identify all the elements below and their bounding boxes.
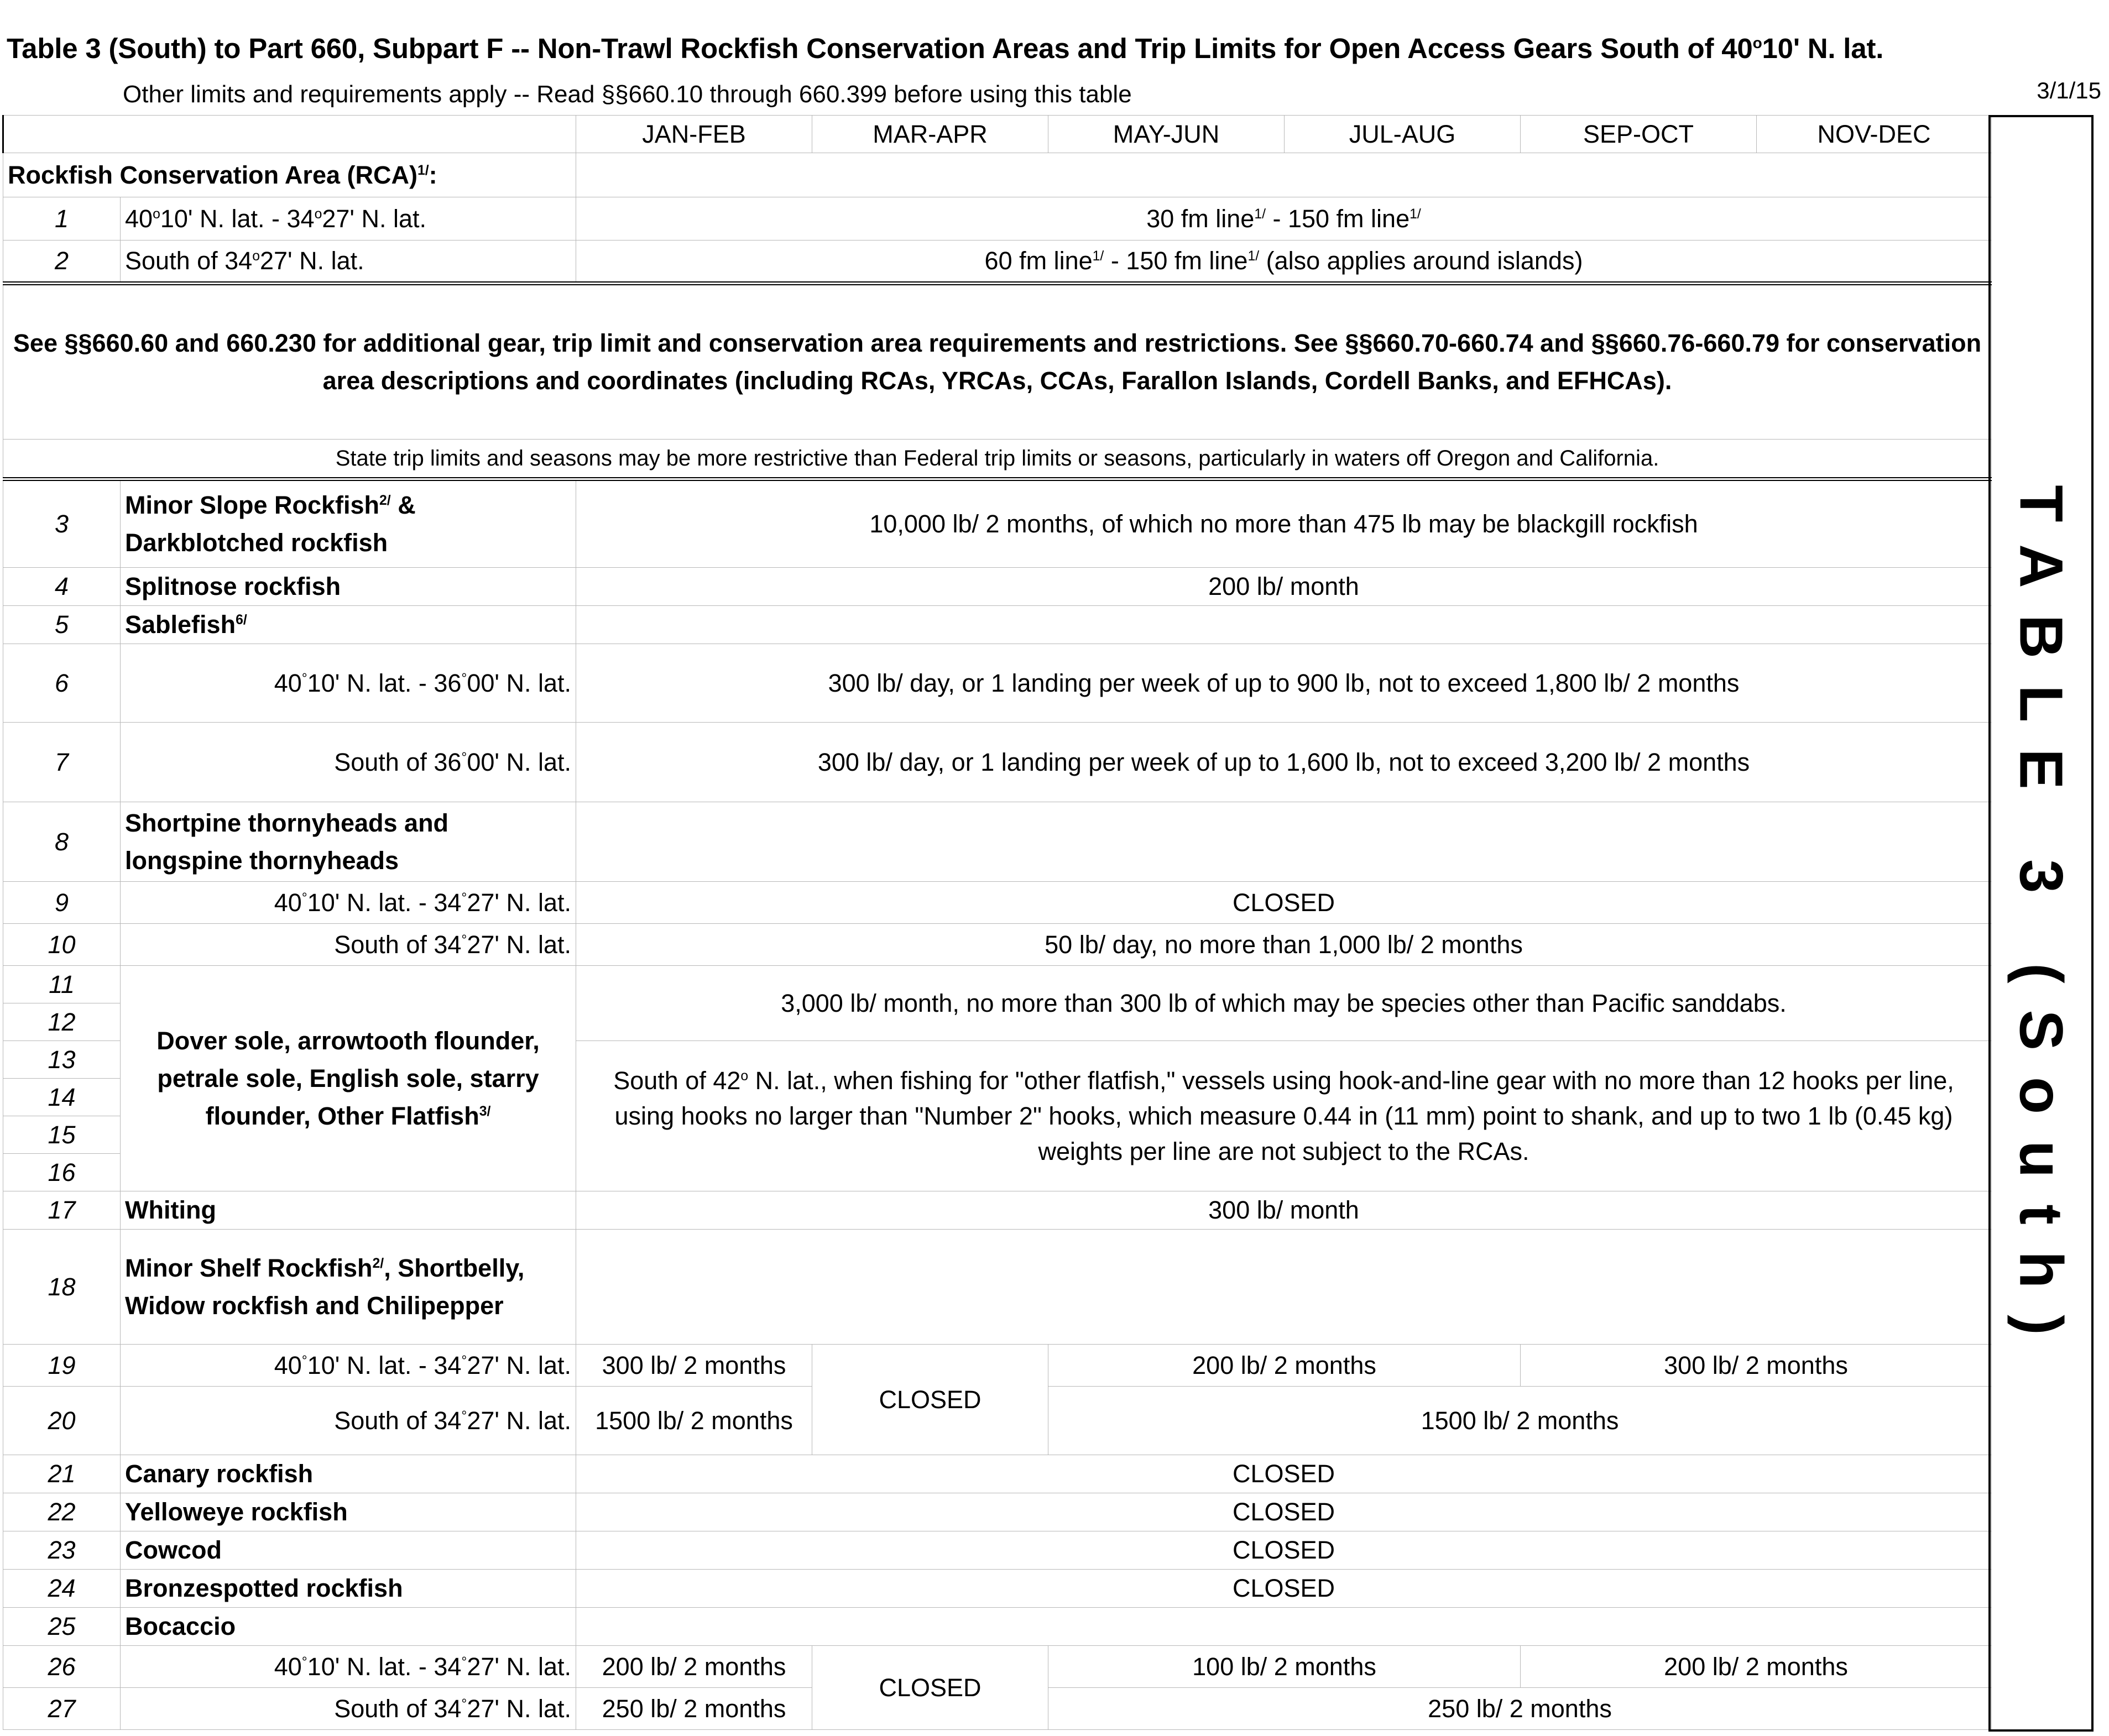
trip-limit-jan-feb: 1500 lb/ 2 months (576, 1387, 812, 1455)
species-name: Bronzespotted rockfish (121, 1570, 576, 1608)
row-number: 2 (3, 240, 121, 284)
page-title (7, 32, 1883, 65)
table-row (3, 1531, 1992, 1570)
area-label: South of 36°00' N. lat. (121, 723, 576, 802)
row-number: 8 (3, 802, 121, 882)
species-name: Yelloweye rockfish (121, 1493, 576, 1531)
trip-limit-may-aug: 100 lb/ 2 months (1048, 1646, 1521, 1688)
row-number: 17 (3, 1191, 121, 1230)
species-name: Canary rockfish (121, 1455, 576, 1493)
trip-limit-sep-dec: 300 lb/ 2 months (1521, 1345, 1992, 1387)
species-name: Sablefish$^{6/}$ (121, 606, 576, 644)
trip-limit: 300 lb/ day, or 1 landing per week of up to 1,600 lb, not to exceed 3,200 lb/ 2 months (576, 723, 1992, 802)
row-number: 25 (3, 1608, 121, 1646)
page-subtitle: Other limits and requirements apply -- Read §§660.10 through 660.399 before using this table (123, 81, 1132, 108)
area-label: 40°10' N. lat. - 34°27' N. lat. (121, 882, 576, 924)
side-label: TABLE 3 (South) (2007, 485, 2075, 1362)
table-row (3, 1230, 1992, 1345)
row-number: 20 (3, 1387, 121, 1455)
row-number: 16 (3, 1154, 121, 1191)
row-number: 9 (3, 882, 121, 924)
table-row (3, 1191, 1992, 1230)
title-degree: o (1752, 34, 1762, 51)
side-label-frame (1988, 115, 2094, 1732)
row-number: 15 (3, 1116, 121, 1154)
trip-limit-blank (576, 1230, 1992, 1345)
species-name: Cowcod (121, 1531, 576, 1570)
gear-note-row (3, 284, 1992, 440)
area-label: South of 34°27' N. lat. (121, 1688, 576, 1730)
trip-limit: CLOSED (576, 1531, 1992, 1570)
row-number: 21 (3, 1455, 121, 1493)
area-label: 40°10' N. lat. - 34°27' N. lat. (121, 1345, 576, 1387)
trip-limit: CLOSED (576, 1493, 1992, 1531)
table-row (3, 924, 1992, 966)
table-row (3, 1455, 1992, 1493)
flatfish-exemption: South of 42$^o$ N. lat., when fishing for "other flatfish," vessels using hook-and-line gear with no more than 12 hooks per line, using hooks no larger than "Number 2" hooks, which measure 0.44 in (11 mm) point to shank, and up to two 1 lb (0.45 kg) weights per line are not subject to the RCAs. (576, 1041, 1992, 1191)
trip-limit-may-dec: 250 lb/ 2 months (1048, 1688, 1992, 1730)
trip-limit: 300 lb/ month (576, 1191, 1992, 1230)
table-row (3, 882, 1992, 924)
rca-heading-text: Rockfish Conservation Area (RCA) (8, 160, 417, 189)
table-row (3, 644, 1992, 723)
species-name: Splitnose rockfish (121, 568, 576, 606)
trip-limit-mar-apr: CLOSED (812, 1345, 1048, 1455)
trip-limit-jan-feb: 250 lb/ 2 months (576, 1688, 812, 1730)
trip-limit: 3,000 lb/ month, no more than 300 lb of which may be species other than Pacific sanddabs. (576, 966, 1992, 1041)
row-number: 4 (3, 568, 121, 606)
trip-limit: CLOSED (576, 1570, 1992, 1608)
trip-limit-jan-feb: 200 lb/ 2 months (576, 1646, 812, 1688)
table-row (3, 568, 1992, 606)
state-note: State trip limits and seasons may be more restrictive than Federal trip limits or seasons, particularly in waters off Oregon and California. (3, 440, 1992, 479)
row-number: 11 (3, 966, 121, 1003)
species-name: Whiting (121, 1191, 576, 1230)
col-may-jun: MAY-JUN (1048, 116, 1285, 153)
trip-limit: CLOSED (576, 882, 1992, 924)
row-number: 24 (3, 1570, 121, 1608)
table-row (3, 240, 1992, 284)
trip-limits-table (2, 115, 1992, 1730)
rca-heading-row (3, 153, 1992, 197)
row-number: 22 (3, 1493, 121, 1531)
species-name: Minor Slope Rockfish$^{2/}$ & Darkblotched rockfish (121, 479, 576, 568)
table-row (3, 802, 1992, 882)
trip-limit: 50 lb/ day, no more than 1,000 lb/ 2 months (576, 924, 1992, 966)
gear-note: See §§660.60 and 660.230 for additional gear, trip limit and conservation area requirements and restrictions. See §§660.70-660.74 and §§660.76-660.79 for conservation area descriptions and coordinates (including RCAs, YRCAs, CCAs, Farallon Islands, Cordell Banks, and EFHCAs). (3, 284, 1992, 440)
rca-heading (3, 153, 576, 197)
row-number: 6 (3, 644, 121, 723)
state-note-row (3, 440, 1992, 479)
trip-limit: 200 lb/ month (576, 568, 1992, 606)
col-jan-feb: JAN-FEB (576, 116, 812, 153)
trip-limit-blank (576, 802, 1992, 882)
area-label: 40°10' N. lat. - 36°00' N. lat. (121, 644, 576, 723)
trip-limit-sep-dec: 200 lb/ 2 months (1521, 1646, 1992, 1688)
area-label: 40°10' N. lat. - 34°27' N. lat. (121, 1646, 576, 1688)
col-mar-apr: MAR-APR (812, 116, 1048, 153)
area-label: 40$^o$10' N. lat. - 34$^o$27' N. lat. (121, 197, 576, 240)
species-name: Shortpine thornyheads and longspine thornyheads (121, 802, 576, 882)
trip-limit-may-aug: 200 lb/ 2 months (1048, 1345, 1521, 1387)
col-sep-oct: SEP-OCT (1521, 116, 1757, 153)
area-label: South of 34°27' N. lat. (121, 924, 576, 966)
row-number: 10 (3, 924, 121, 966)
species-name: Minor Shelf Rockfish$^{2/}$, Shortbelly, Widow rockfish and Chilipepper (121, 1230, 576, 1345)
row-number: 7 (3, 723, 121, 802)
col-nov-dec: NOV-DEC (1757, 116, 1992, 153)
area-label: South of 34$^o$27' N. lat. (121, 240, 576, 284)
area-label: South of 34°27' N. lat. (121, 1387, 576, 1455)
month-header-row (3, 116, 1992, 153)
species-name: Dover sole, arrowtooth flounder, petrale sole, English sole, starry flounder, Other Flatfish$^{3/}$ (121, 966, 576, 1191)
table-row (3, 1493, 1992, 1531)
revision-date: 3/1/15 (2037, 77, 2101, 103)
col-jul-aug: JUL-AUG (1285, 116, 1521, 153)
row-number: 26 (3, 1646, 121, 1688)
row-number: 13 (3, 1041, 121, 1079)
trip-limit-blank (576, 606, 1992, 644)
table-row (3, 966, 1992, 1003)
table-row (3, 1646, 1992, 1688)
rca-heading-footnote: 1/ (417, 163, 429, 178)
row-number: 3 (3, 479, 121, 568)
table-row (3, 606, 1992, 644)
table-row (3, 1570, 1992, 1608)
trip-limit: 10,000 lb/ 2 months, of which no more than 475 lb may be blackgill rockfish (576, 479, 1992, 568)
trip-limit-mar-apr: CLOSED (812, 1646, 1048, 1730)
trip-limit-blank (576, 1608, 1992, 1646)
row-number: 18 (3, 1230, 121, 1345)
row-number: 23 (3, 1531, 121, 1570)
row-number: 12 (3, 1003, 121, 1041)
row-number: 27 (3, 1688, 121, 1730)
trip-limit: CLOSED (576, 1455, 1992, 1493)
table-row (3, 479, 1992, 568)
rca-heading-colon: : (429, 160, 437, 189)
trip-limit-jan-feb: 300 lb/ 2 months (576, 1345, 812, 1387)
title-text: Table 3 (South) to Part 660, Subpart F -- Non-Trawl Rockfish Conservation Areas and Trip Limits for Open Access Gears South of 40 (7, 33, 1753, 64)
trip-limit: 300 lb/ day, or 1 landing per week of up to 900 lb, not to exceed 1,800 lb/ 2 months (576, 644, 1992, 723)
row-number: 5 (3, 606, 121, 644)
species-name: Bocaccio (121, 1608, 576, 1646)
row-number: 14 (3, 1079, 121, 1116)
row-number: 19 (3, 1345, 121, 1387)
title-text-end: 10' N. lat. (1762, 33, 1884, 64)
row-number: 1 (3, 197, 121, 240)
table-row (3, 197, 1992, 240)
rca-value: 30 fm line$^{1/}$ - 150 fm line$^{1/}$ (576, 197, 1992, 240)
rca-value: 60 fm line$^{1/}$ - 150 fm line$^{1/}$ (also applies around islands) (576, 240, 1992, 284)
rca-heading-blank (576, 153, 1992, 197)
header-blank (3, 116, 576, 153)
table-row (3, 723, 1992, 802)
table-row (3, 1608, 1992, 1646)
table-row (3, 1345, 1992, 1387)
trip-limit-may-dec: 1500 lb/ 2 months (1048, 1387, 1992, 1455)
